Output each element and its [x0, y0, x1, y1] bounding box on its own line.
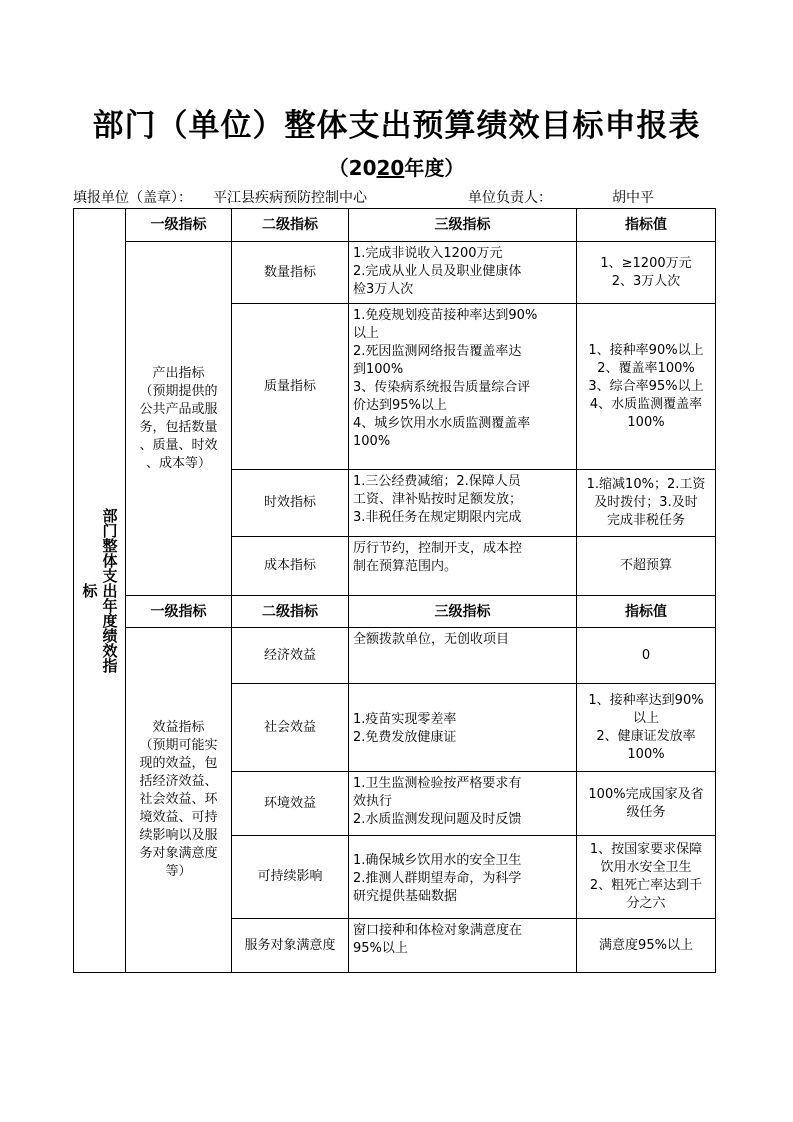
output-level1-line: 、成本等） [145, 455, 211, 471]
output-level1 [126, 242, 232, 596]
output-val-3-line: 不超预算 [619, 558, 672, 573]
output-l3-3-line: 厉行节约，控制开支，成本控 [353, 541, 523, 556]
benefit-level1-line: 境效益、可持 [139, 810, 218, 825]
output-val-1-line: 100% [627, 414, 665, 430]
benefit-level1-line: 效益指标 [152, 720, 205, 735]
output-l3-1-line: 3、传染病系统报告质量综合评 [353, 380, 531, 395]
header-level2: 二级指标 [232, 209, 349, 242]
output-val-1-line: 2、覆盖率100% [597, 360, 695, 376]
output-l3-2-line: 工资、津补贴按时足额发放； [353, 492, 523, 507]
output-val-0-line: 1、≥1200万元 [600, 255, 692, 271]
output-val-0-line: 2、3万人次 [611, 273, 681, 289]
benefit-l3-1 [349, 684, 577, 772]
benefit-val-1-line: 以上 [632, 710, 659, 726]
benefit-l3-4 [349, 919, 577, 973]
header2-level2: 二级指标 [232, 596, 349, 628]
head-name: 胡中平 [612, 190, 654, 206]
benefit-l3-2-line: 2.水质监测发现问题及时反馈 [353, 812, 522, 827]
benefit-l3-3-line: 研究提供基础数据 [353, 888, 458, 904]
benefit-l2-4: 服务对象满意度 [232, 919, 349, 973]
output-val-0 [577, 242, 716, 304]
output-level1-line: 、质量、时效 [139, 437, 218, 453]
output-l3-2-line: 3.非税任务在规定期限内完成 [353, 510, 522, 525]
output-val-1-line: 1、接种率90%以上 [588, 342, 704, 358]
output-val-2-line: 及时拨付；3.及时 [594, 495, 698, 510]
benefit-val-2 [577, 772, 716, 836]
header2-value: 指标值 [577, 596, 716, 628]
benefit-l3-1-line: 2.免费发放健康证 [353, 730, 457, 745]
output-val-2-line: 1.缩减10%；2.工资 [586, 477, 706, 492]
header-level1: 一级指标 [126, 209, 232, 242]
benefit-val-2-line: 级任务 [626, 804, 666, 820]
header-value: 指标值 [577, 209, 716, 242]
side-label-cell [74, 209, 126, 973]
output-l3-1-line: 到100% [353, 362, 404, 377]
output-l3-0-line: 检3万人次 [353, 282, 414, 297]
output-l3-1-line: 价达到95%以上 [353, 398, 447, 413]
benefit-val-0 [577, 628, 716, 684]
benefit-l3-4-line: 95%以上 [353, 941, 408, 956]
benefit-level1-line: 务对象满意度 [139, 846, 218, 861]
output-level1-line: 公共产品或服 [139, 401, 218, 417]
benefit-val-3 [577, 836, 716, 919]
benefit-level1-line: 等） [165, 864, 192, 879]
output-l2-1: 质量指标 [232, 304, 349, 470]
head-label: 单位负责人： [468, 190, 552, 206]
benefit-val-1-line: 2、健康证发放率 [596, 728, 696, 744]
unit-label: 填报单位（盖章）： [73, 190, 192, 206]
benefit-l3-4-line: 窗口接种和体检对象满意度在 [353, 923, 523, 938]
benefit-l3-0-line: 全额拨款单位，无创收项目 [353, 632, 510, 647]
benefit-l2-0: 经济效益 [232, 628, 349, 684]
benefit-val-3-line: 2、粗死亡率达到千 [589, 878, 703, 893]
output-l3-1-line: 以上 [353, 326, 380, 341]
benefit-level1-line: 括经济效益、 [139, 774, 218, 789]
header-level3: 三级指标 [349, 209, 577, 242]
output-level1-line: （预期提供的 [139, 383, 218, 399]
benefit-l3-0 [349, 628, 577, 684]
benefit-level1-line: 社会效益、环 [139, 792, 218, 807]
benefit-level1-line: （预期可能实 [139, 738, 218, 753]
subtitle-year: 20 [376, 156, 405, 180]
benefit-val-1-line: 100% [627, 746, 665, 762]
output-l3-1 [349, 304, 577, 470]
output-l3-1-line: 1.免疫规划疫苗接种率达到90% [353, 308, 538, 323]
output-l3-3-line: 制在预算范围内。 [353, 559, 458, 574]
output-val-3 [577, 537, 716, 596]
subtitle-tail: 年度） [404, 156, 465, 180]
benefit-val-3-line: 饮用水安全卫生 [600, 860, 692, 875]
output-l3-0-line: 1.完成非说收入1200万元 [353, 246, 503, 261]
benefit-level1-line: 现的效益，包 [139, 756, 218, 771]
unit-name: 平江县疾病预防控制中心 [213, 190, 367, 206]
output-val-2 [577, 470, 716, 537]
year-subtitle [0, 152, 793, 181]
subtitle-open: （20 [328, 156, 377, 180]
benefit-val-1-line: 1、接种率达到90% [588, 692, 704, 708]
header2-level3: 三级指标 [349, 596, 577, 628]
output-l2-3: 成本指标 [232, 537, 349, 596]
benefit-l3-2 [349, 772, 577, 836]
performance-table [73, 208, 716, 973]
side-label: 部门整体支出年度绩效指标 [80, 508, 119, 673]
benefit-val-1 [577, 684, 716, 772]
benefit-l3-3-line: 1.确保城乡饮用水的安全卫生 [353, 852, 522, 868]
benefit-level1 [126, 628, 232, 973]
benefit-l2-2: 环境效益 [232, 772, 349, 836]
output-val-1-line: 4、水质监测覆盖率 [589, 396, 703, 412]
output-l3-1-line: 2.死因监测网络报告覆盖率达 [353, 344, 522, 359]
benefit-l2-3: 可持续影响 [232, 836, 349, 919]
benefit-l2-1: 社会效益 [232, 684, 349, 772]
output-level1-line: 产出指标 [152, 365, 205, 381]
benefit-val-0-line: 0 [641, 647, 651, 663]
output-l2-0: 数量指标 [232, 242, 349, 304]
output-val-1 [577, 304, 716, 470]
page-title: 部门（单位）整体支出预算绩效目标申报表 [92, 108, 701, 144]
output-l3-3 [349, 537, 577, 596]
benefit-l3-2-line: 效执行 [353, 794, 393, 809]
output-level1-line: 务，包括数量 [139, 419, 218, 435]
output-l2-2: 时效指标 [232, 470, 349, 537]
benefit-val-3-line: 分之六 [626, 896, 666, 911]
benefit-l3-3-line: 2.推测人群期望寿命，为科学 [353, 870, 522, 886]
benefit-l3-3 [349, 836, 577, 919]
header2-level1: 一级指标 [126, 596, 232, 628]
output-l3-1-line: 4、城乡饮用水水质监测覆盖率 [353, 416, 531, 431]
output-l3-2 [349, 470, 577, 537]
output-l3-0 [349, 242, 577, 304]
benefit-val-3-line: 1、按国家要求保障 [589, 842, 703, 857]
output-val-2-line: 完成非税任务 [606, 513, 685, 528]
benefit-l3-1-line: 1.疫苗实现零差率 [353, 712, 457, 727]
benefit-l3-2-line: 1.卫生监测检验按严格要求有 [353, 776, 522, 791]
output-l3-0-line: 2.完成从业人员及职业健康体 [353, 264, 522, 279]
benefit-val-2-line: 100%完成国家及省 [588, 786, 704, 802]
output-l3-2-line: 1.三公经费减缩；2.保障人员 [353, 474, 521, 489]
benefit-val-4 [577, 919, 716, 973]
output-val-1-line: 3、综合率95%以上 [588, 378, 704, 394]
output-l3-1-line: 100% [353, 434, 391, 449]
benefit-val-4-line: 满意度95%以上 [599, 937, 693, 953]
benefit-level1-line: 续影响以及服 [139, 828, 218, 843]
